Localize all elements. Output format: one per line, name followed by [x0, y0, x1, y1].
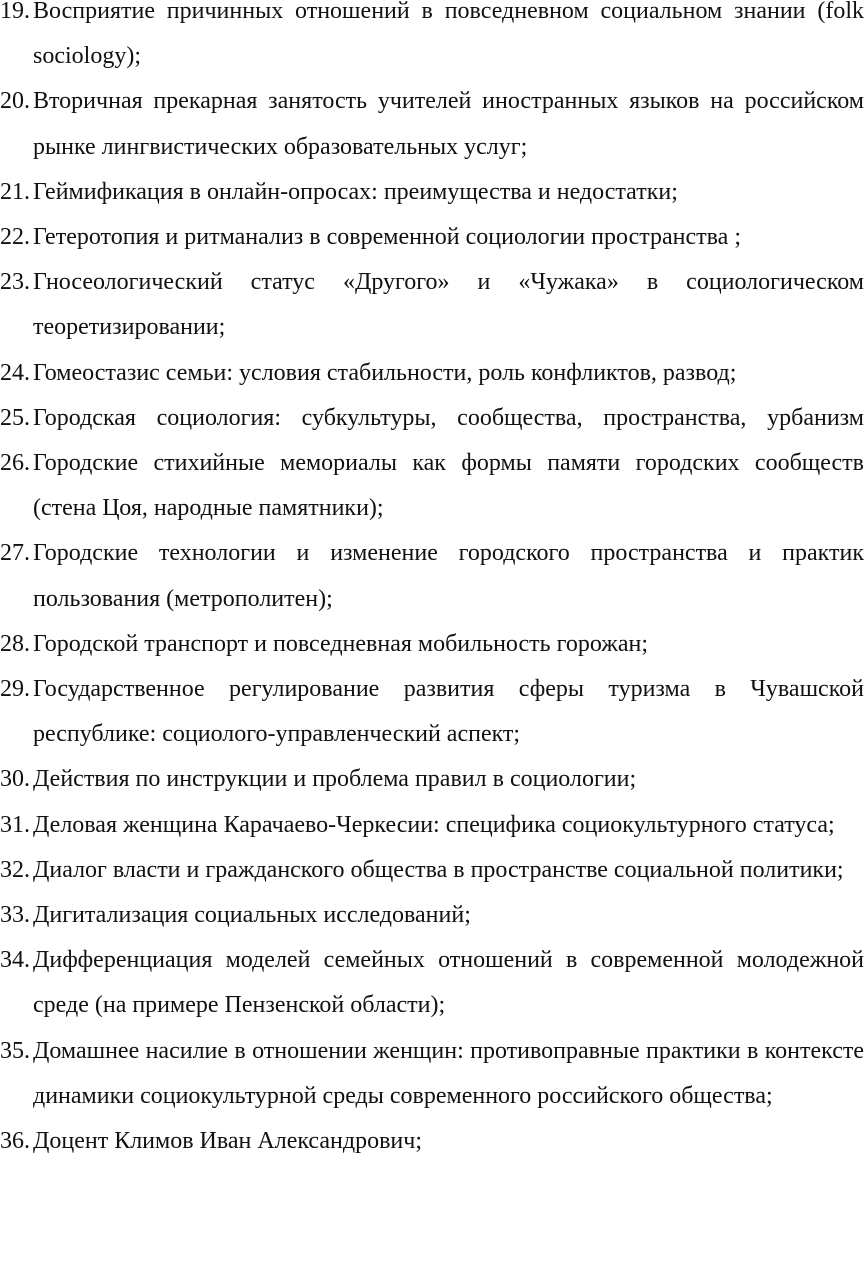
item-text: Городские стихийные мемориалы как формы памяти городских сообществ (стена Цоя, народные памятники);	[33, 450, 864, 522]
list-item	[0, 170, 864, 215]
item-text: Дифференциация моделей семейных отношений в современной молодежной среде (на примере Пензенской области);	[33, 947, 864, 1019]
item-text: Государственное регулирование развития сферы туризма в Чувашской республике: социолого-управленческий аспект;	[33, 676, 864, 748]
item-number: 28.	[0, 630, 30, 657]
item-text: Действия по инструкции и проблема правил в социологии;	[33, 766, 637, 793]
list-item	[0, 1119, 864, 1164]
list-item	[0, 0, 864, 79]
item-text: Вторичная прекарная занятость учителей иностранных языков на российском рынке лингвистических образовательных услуг;	[33, 88, 864, 160]
list-item	[0, 1029, 864, 1119]
item-number: 24.	[0, 359, 30, 386]
list-item	[0, 396, 864, 441]
item-text: Доцент Климов Иван Александрович;	[33, 1128, 422, 1155]
list-item	[0, 893, 864, 938]
item-number: 32.	[0, 856, 30, 883]
item-text: Дигитализация социальных исследований;	[33, 902, 471, 929]
item-number: 36.	[0, 1128, 30, 1155]
item-text: Домашнее насилие в отношении женщин: противоправные практики в контексте динамики социокультурной среды современного российского общества;	[33, 1037, 864, 1109]
list-item	[0, 757, 864, 802]
list-item	[0, 79, 864, 169]
item-number: 27.	[0, 540, 30, 567]
item-number: 19.	[0, 0, 30, 24]
item-text: Деловая женщина Карачаево-Черкесии: специфика социокультурного статуса;	[33, 811, 835, 838]
item-number: 22.	[0, 224, 30, 251]
item-text: Геймификация в онлайн-опросах: преимущества и недостатки;	[33, 178, 678, 205]
item-text: Восприятие причинных отношений в повседневном социальном знании (folk sociology);	[33, 0, 864, 70]
item-number: 31.	[0, 811, 30, 838]
list-item	[0, 215, 864, 260]
item-text: Городской транспорт и повседневная мобильность горожан;	[33, 630, 648, 657]
item-number: 26.	[0, 450, 30, 477]
list-item	[0, 441, 864, 531]
item-text: Гомеостазис семьи: условия стабильности, роль конфликтов, развод;	[33, 359, 737, 386]
item-number: 33.	[0, 902, 30, 929]
item-number: 34.	[0, 947, 30, 974]
list-item	[0, 351, 864, 396]
item-text: Гносеологический статус «Другого» и «Чужака» в социологическом теоретизировании;	[33, 269, 864, 341]
list-item	[0, 848, 864, 893]
list-item	[0, 938, 864, 1028]
list-item	[0, 531, 864, 621]
item-text: Гетеротопия и ритманализ в современной социологии пространства ;	[33, 224, 741, 251]
item-text: Диалог власти и гражданского общества в пространстве социальной политики;	[33, 856, 844, 883]
item-number: 35.	[0, 1037, 30, 1064]
list-item	[0, 622, 864, 667]
item-text: Городская социология: субкультуры, сообщества, пространства, урбанизм	[33, 404, 864, 431]
item-number: 30.	[0, 766, 30, 793]
item-number: 23.	[0, 269, 30, 296]
list-item	[0, 667, 864, 757]
item-number: 21.	[0, 178, 30, 205]
item-number: 20.	[0, 88, 30, 115]
item-text: Городские технологии и изменение городского пространства и практик пользования (метрополитен);	[33, 540, 864, 612]
list-item	[0, 803, 864, 848]
item-number: 29.	[0, 676, 30, 703]
item-number: 25.	[0, 404, 30, 431]
list-item	[0, 260, 864, 350]
